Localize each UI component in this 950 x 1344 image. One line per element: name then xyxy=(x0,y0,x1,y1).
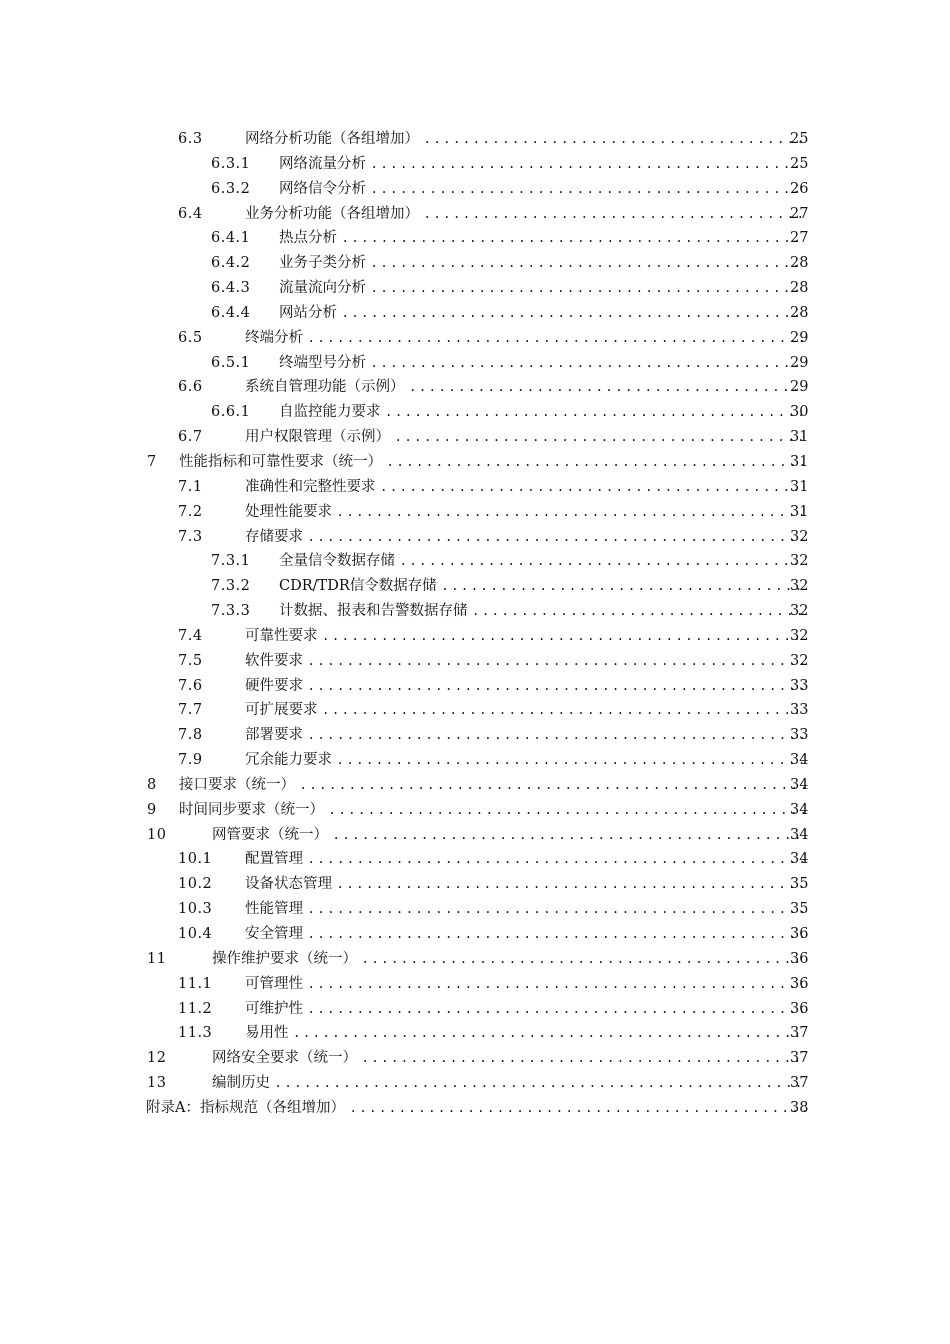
toc-entry-title xyxy=(245,674,805,698)
toc-entry-number: 7.3.3 xyxy=(211,603,251,620)
toc-entry-number: 7.3.2 xyxy=(211,578,251,595)
toc-entry-title-text: 准确性和完整性要求 xyxy=(245,478,376,495)
toc-entry[interactable] xyxy=(0,897,950,922)
toc-entry-title-text: 软件要求 xyxy=(245,652,303,669)
toc-entry-page-number: 36 xyxy=(790,950,809,967)
toc-entry-title-text: 网络分析功能（各组增加） xyxy=(245,131,419,147)
toc-entry-page-number: 25 xyxy=(790,131,809,147)
toc-entry-title xyxy=(279,574,805,598)
toc-entry-page-number: 33 xyxy=(790,677,809,694)
toc-entry-title-text: 网站分析 xyxy=(279,304,337,321)
toc-entry-title xyxy=(179,450,805,474)
toc-entry[interactable] xyxy=(0,798,950,823)
toc-entry-page-number: 35 xyxy=(790,876,809,893)
toc-entry-page-number: 34 xyxy=(790,752,809,769)
toc-entry[interactable] xyxy=(0,1071,950,1096)
toc-entry-title xyxy=(245,997,805,1021)
toc-entry-number: 6.6.1 xyxy=(211,404,251,421)
toc-entry-title xyxy=(212,823,805,847)
toc-entry-number: 7.8 xyxy=(178,727,203,744)
toc-entry-title xyxy=(245,922,805,946)
toc-entry-number: 10 xyxy=(147,826,167,843)
toc-entry-number: 7.2 xyxy=(178,503,203,520)
toc-entry-number: 6.5 xyxy=(178,329,203,346)
toc-entry[interactable] xyxy=(0,525,950,550)
toc-entry-title xyxy=(245,326,805,350)
toc-entry-page-number: 38 xyxy=(790,1099,809,1116)
toc-entry-title-text: 流量流向分析 xyxy=(279,280,366,297)
toc-entry-title-text: 网络流量分析 xyxy=(279,155,366,172)
toc-entry[interactable] xyxy=(0,997,950,1022)
toc-entry-page-number: 28 xyxy=(790,304,809,321)
toc-entry-number: 7 xyxy=(147,453,157,470)
toc-entry-title-text: 网络信令分析 xyxy=(279,180,366,197)
toc-entry[interactable] xyxy=(0,351,950,376)
toc-entry-title xyxy=(245,649,805,673)
toc-entry-title-text: 编制历史 xyxy=(212,1075,270,1092)
toc-entry-number: 10.4 xyxy=(178,926,213,942)
toc-entry[interactable] xyxy=(0,276,950,301)
toc-entry-page-number: 30 xyxy=(790,404,809,421)
toc-entry-page-number: 37 xyxy=(790,1025,809,1042)
toc-entry-title xyxy=(245,624,805,648)
toc-entry-title-text: 接口要求（统一） xyxy=(179,776,295,793)
toc-entry[interactable] xyxy=(0,698,950,723)
toc-entry-title xyxy=(245,872,805,896)
toc-entry[interactable] xyxy=(0,599,950,624)
toc-entry-page-number: 29 xyxy=(790,379,809,396)
toc-entry-number: 7.7 xyxy=(178,702,203,719)
toc-entry-page-number: 28 xyxy=(790,280,809,297)
toc-entry-title-text: 处理性能要求 xyxy=(245,503,332,520)
toc-entry-page-number: 26 xyxy=(790,180,809,197)
toc-entry-page-number: 31 xyxy=(790,503,809,520)
toc-entry-title xyxy=(279,226,805,250)
toc-entry-number: 6.4.1 xyxy=(211,230,251,247)
toc-entry-title xyxy=(279,152,805,176)
toc-entry-page-number: 37 xyxy=(790,1050,809,1067)
toc-entry[interactable] xyxy=(0,450,950,475)
toc-entry-title-text: 用户权限管理（示例） xyxy=(245,429,390,446)
toc-entry-title-text: 业务子类分析 xyxy=(279,255,366,272)
toc-entry-title xyxy=(212,1071,805,1095)
toc-entry-page-number: 27 xyxy=(790,205,809,222)
toc-entry[interactable] xyxy=(0,872,950,897)
toc-entry-title xyxy=(245,425,805,449)
toc-entry-title xyxy=(245,972,805,996)
table-of-contents xyxy=(0,127,950,1121)
toc-entry-title xyxy=(245,500,805,524)
toc-entry-page-number: 36 xyxy=(790,926,809,942)
toc-entry-title xyxy=(245,525,805,549)
toc-entry-title-text: 终端型号分析 xyxy=(279,354,366,371)
toc-entry-number: 6.6 xyxy=(178,379,203,396)
toc-entry[interactable] xyxy=(0,574,950,599)
toc-entry-title-text: 全量信令数据存储 xyxy=(279,553,395,570)
toc-entry-number: 8 xyxy=(147,776,157,793)
toc-entry-number: 9 xyxy=(147,801,157,818)
toc-entry-number: 6.4 xyxy=(178,205,203,222)
toc-entry-number: 11 xyxy=(147,950,167,967)
toc-entry-page-number: 34 xyxy=(790,801,809,818)
toc-entry[interactable] xyxy=(0,226,950,251)
toc-entry-title xyxy=(212,947,805,971)
toc-entry[interactable] xyxy=(0,500,950,525)
toc-entry-number: 7.9 xyxy=(178,752,203,769)
toc-entry[interactable] xyxy=(0,400,950,425)
toc-entry-title-text: CDR/TDR信令数据存储 xyxy=(279,578,437,595)
toc-entry-title xyxy=(279,276,805,300)
toc-entry-title xyxy=(179,798,805,822)
toc-entry[interactable] xyxy=(0,127,950,152)
toc-entry-title xyxy=(245,723,805,747)
toc-entry[interactable] xyxy=(0,922,950,947)
toc-entry-number: 7.6 xyxy=(178,677,203,694)
toc-entry-title-text: 终端分析 xyxy=(245,329,303,346)
toc-entry-page-number: 28 xyxy=(790,255,809,272)
toc-entry-number: 7.5 xyxy=(178,652,203,669)
toc-entry-page-number: 25 xyxy=(790,155,809,172)
toc-entry-page-number: 34 xyxy=(790,826,809,843)
toc-entry-title-text: 设备状态管理 xyxy=(245,876,332,893)
toc-entry-title-text: 可靠性要求 xyxy=(245,627,318,644)
toc-entry-title-text: 性能指标和可靠性要求（统一） xyxy=(179,453,382,470)
toc-entry-page-number: 34 xyxy=(790,851,809,868)
toc-entry[interactable] xyxy=(0,475,950,500)
toc-entry-number: 13 xyxy=(147,1075,167,1092)
toc-entry[interactable] xyxy=(0,326,950,351)
toc-entry-title-text: 时间同步要求（统一） xyxy=(179,801,324,818)
toc-entry-title xyxy=(279,177,805,201)
toc-entry-number: 6.4.4 xyxy=(211,304,251,321)
toc-entry-title xyxy=(245,202,805,226)
toc-entry-title-text: 热点分析 xyxy=(279,230,337,247)
toc-entry-page-number: 33 xyxy=(790,727,809,744)
toc-entry-page-number: 36 xyxy=(790,1000,809,1017)
toc-entry-number: 11.2 xyxy=(178,1000,213,1017)
toc-entry-page-number: 34 xyxy=(790,776,809,793)
toc-entry-number: 6.4.2 xyxy=(211,255,251,272)
toc-entry-title xyxy=(245,127,805,151)
toc-entry-title xyxy=(279,599,805,623)
toc-entry[interactable] xyxy=(0,1046,950,1071)
toc-entry[interactable] xyxy=(0,1021,950,1046)
toc-entry-number: 6.3.1 xyxy=(211,155,251,172)
toc-entry-number: 7.3.1 xyxy=(211,553,251,570)
toc-entry-page-number: 32 xyxy=(790,627,809,644)
toc-entry-title xyxy=(279,400,805,424)
toc-entry-title-text: 存储要求 xyxy=(245,528,303,545)
toc-entry[interactable] xyxy=(0,972,950,997)
toc-entry[interactable] xyxy=(0,177,950,202)
toc-entry-title-text: 系统自管理功能（示例） xyxy=(245,379,405,396)
toc-entry-title-text: 计数据、报表和告警数据存储 xyxy=(279,603,468,620)
toc-entry[interactable] xyxy=(0,723,950,748)
toc-entry-title xyxy=(245,375,805,399)
toc-entry-number: 6.3 xyxy=(178,131,203,147)
toc-entry[interactable] xyxy=(0,649,950,674)
toc-entry-number: 12 xyxy=(147,1050,167,1067)
toc-entry[interactable] xyxy=(0,748,950,773)
toc-entry-title-text: 可扩展要求 xyxy=(245,702,318,719)
toc-entry-page-number: 31 xyxy=(790,429,809,446)
toc-entry[interactable] xyxy=(0,823,950,848)
toc-entry-page-number: 32 xyxy=(790,603,809,620)
toc-entry-number: 10.1 xyxy=(178,851,213,868)
toc-entry-number: 7.3 xyxy=(178,528,203,545)
toc-entry-title-text: 部署要求 xyxy=(245,727,303,744)
toc-entry-page-number: 31 xyxy=(790,478,809,495)
toc-entry[interactable] xyxy=(0,624,950,649)
toc-entry-title xyxy=(279,251,805,275)
toc-entry[interactable] xyxy=(0,674,950,699)
toc-entry-title-text: 安全管理 xyxy=(245,926,303,942)
toc-entry-page-number: 36 xyxy=(790,975,809,992)
toc-entry-title-text: 网络安全要求（统一） xyxy=(212,1050,357,1067)
toc-entry-number: 7.4 xyxy=(178,627,203,644)
toc-entry-number: 6.5.1 xyxy=(211,354,251,371)
toc-entry-number: 11.3 xyxy=(178,1025,213,1042)
toc-entry-number: 6.3.2 xyxy=(211,180,251,197)
toc-entry-title xyxy=(146,1096,805,1120)
toc-entry-number: 11.1 xyxy=(178,975,213,992)
toc-entry-page-number: 32 xyxy=(790,578,809,595)
toc-entry[interactable] xyxy=(0,152,950,177)
toc-entry[interactable] xyxy=(0,202,950,227)
toc-entry[interactable] xyxy=(0,425,950,450)
toc-entry-title-text: 附录A：指标规范（各组增加） xyxy=(146,1099,345,1116)
toc-entry-title xyxy=(245,847,805,871)
toc-entry-title xyxy=(245,698,805,722)
toc-entry-title-text: 易用性 xyxy=(245,1025,289,1042)
toc-entry-number: 6.4.3 xyxy=(211,280,251,297)
toc-entry[interactable] xyxy=(0,251,950,276)
toc-entry-title-text: 冗余能力要求 xyxy=(245,752,332,769)
toc-entry-title xyxy=(279,301,805,325)
toc-entry-title-text: 业务分析功能（各组增加） xyxy=(245,205,419,222)
toc-entry-title-text: 自监控能力要求 xyxy=(279,404,381,421)
toc-entry-page-number: 32 xyxy=(790,528,809,545)
toc-entry-number: 6.7 xyxy=(178,429,203,446)
toc-entry-page-number: 32 xyxy=(790,652,809,669)
toc-entry-page-number: 35 xyxy=(790,901,809,918)
toc-entry[interactable] xyxy=(0,375,950,400)
toc-entry[interactable] xyxy=(0,947,950,972)
toc-entry-page-number: 29 xyxy=(790,329,809,346)
toc-entry-title xyxy=(279,549,805,573)
toc-entry-page-number: 32 xyxy=(790,553,809,570)
toc-entry-page-number: 31 xyxy=(790,453,809,470)
toc-entry-title xyxy=(245,1021,805,1045)
toc-entry-title xyxy=(245,748,805,772)
toc-entry-title-text: 性能管理 xyxy=(245,901,303,918)
toc-entry-title-text: 网管要求（统一） xyxy=(212,826,328,843)
toc-entry-title-text: 可管理性 xyxy=(245,975,303,992)
toc-entry[interactable] xyxy=(0,1096,950,1121)
toc-entry-title-text: 可维护性 xyxy=(245,1000,303,1017)
toc-entry[interactable] xyxy=(0,847,950,872)
toc-entry-number: 10.2 xyxy=(178,876,213,893)
toc-entry-title-text: 操作维护要求（统一） xyxy=(212,950,357,967)
toc-entry-title-text: 硬件要求 xyxy=(245,677,303,694)
toc-entry[interactable] xyxy=(0,301,950,326)
toc-entry-title xyxy=(245,475,805,499)
toc-entry-page-number: 33 xyxy=(790,702,809,719)
toc-entry[interactable] xyxy=(0,549,950,574)
toc-entry-number: 10.3 xyxy=(178,901,213,918)
toc-entry[interactable] xyxy=(0,773,950,798)
toc-entry-title xyxy=(245,897,805,921)
toc-entry-number: 7.1 xyxy=(178,478,203,495)
toc-entry-page-number: 37 xyxy=(790,1075,809,1092)
toc-entry-page-number: 29 xyxy=(790,354,809,371)
toc-entry-title xyxy=(212,1046,805,1070)
toc-entry-title xyxy=(279,351,805,375)
toc-entry-title-text: 配置管理 xyxy=(245,851,303,868)
toc-entry-title xyxy=(179,773,805,797)
toc-entry-page-number: 27 xyxy=(790,230,809,247)
